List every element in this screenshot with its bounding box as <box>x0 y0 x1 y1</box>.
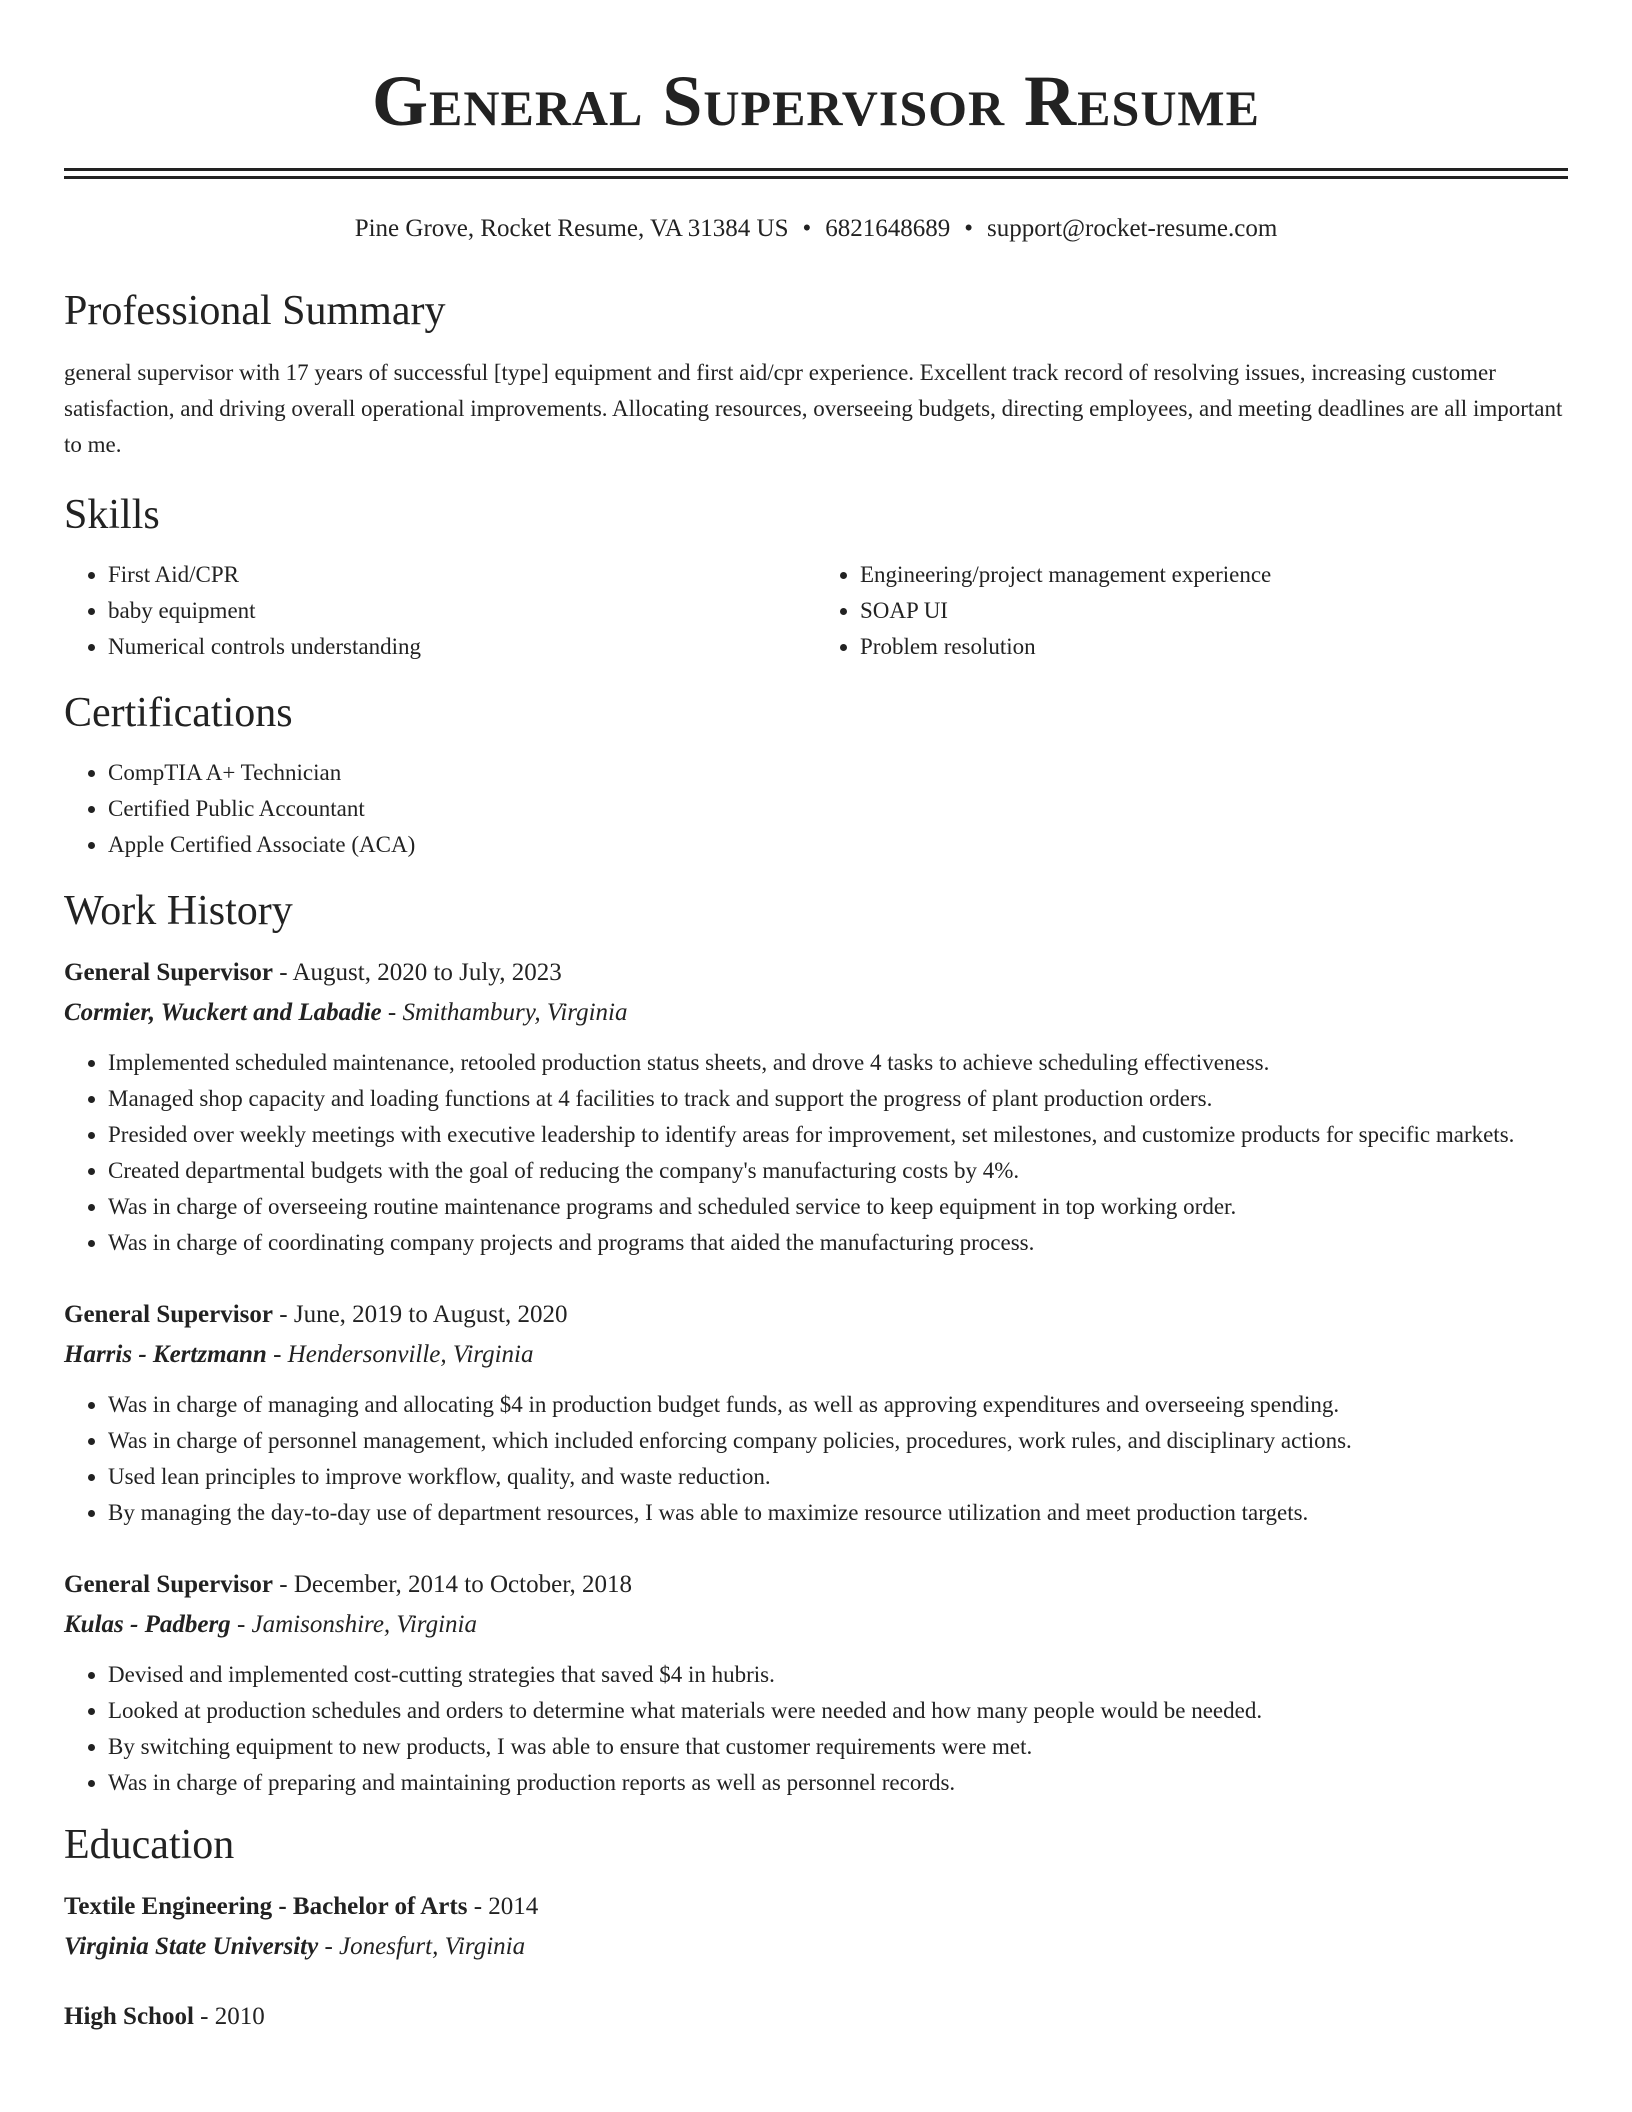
job-title: General Supervisor <box>64 959 274 986</box>
job-bullets <box>64 1045 1568 1261</box>
job-company: Kulas - Padberg <box>64 1611 231 1638</box>
job-bullets <box>64 1657 1568 1801</box>
job-company-line <box>64 1605 1568 1645</box>
contact-phone: 6821648689 <box>825 215 951 242</box>
skill-item: • Engineering/project management experience <box>860 557 1568 593</box>
section-heading-education: Education <box>64 1822 235 1868</box>
job-title: General Supervisor <box>64 1301 274 1328</box>
job-header <box>64 1565 1568 1605</box>
certification-item: • Apple Certified Associate (ACA) <box>108 827 1568 863</box>
job-title: General Supervisor <box>64 1571 274 1598</box>
job-bullet: • Presided over weekly meetings with executive leadership to identify areas for improvement, set milestones, and customize products for specific markets. <box>108 1117 1568 1153</box>
section-heading-skills: Skills <box>64 492 160 538</box>
section-heading-work-history: Work History <box>64 888 293 934</box>
certification-item: • CompTIA A+ Technician <box>108 755 1568 791</box>
education-year: - 2010 <box>193 2003 265 2030</box>
education-school-line <box>64 1927 1568 1967</box>
job-bullet: • Used lean principles to improve workflow, quality, and waste reduction. <box>108 1459 1568 1495</box>
title-divider <box>64 168 1568 179</box>
job-company-line <box>64 1335 1568 1375</box>
job-entry <box>64 953 1568 1261</box>
job-bullet: • By managing the day-to-day use of department resources, I was able to maximize resource utilization and meet production targets. <box>108 1495 1568 1531</box>
skill-item: • Numerical controls understanding <box>108 629 816 665</box>
job-company: Cormier, Wuckert and Labadie <box>64 999 382 1026</box>
job-company: Harris - Kertzmann <box>64 1341 267 1368</box>
job-location: - Hendersonville, Virginia <box>266 1341 534 1368</box>
contact-address: Pine Grove, Rocket Resume, VA 31384 US <box>354 215 789 242</box>
contact-email: support@rocket-resume.com <box>987 215 1278 242</box>
skills-column-left <box>64 557 816 665</box>
job-location: - Jamisonshire, Virginia <box>230 1611 477 1638</box>
job-entry <box>64 1565 1568 1801</box>
section-heading-certifications: Certifications <box>64 690 293 736</box>
contact-line <box>64 213 1568 245</box>
education-header <box>64 1887 1568 1927</box>
education-entry <box>64 1887 1568 1967</box>
job-bullet: • Was in charge of overseeing routine maintenance programs and scheduled service to keep equipment in top working order. <box>108 1189 1568 1225</box>
job-entry <box>64 1295 1568 1531</box>
contact-separator: • <box>964 215 974 242</box>
education-location: - Jonesfurt, Virginia <box>318 1933 526 1960</box>
certification-item: • Certified Public Accountant <box>108 791 1568 827</box>
job-bullet: • Was in charge of managing and allocating $4 in production budget funds, as well as approving expenditures and overseeing spending. <box>108 1387 1568 1423</box>
section-heading-summary: Professional Summary <box>64 288 446 334</box>
job-bullet: • Implemented scheduled maintenance, retooled production status sheets, and drove 4 tasks to achieve scheduling effectiveness. <box>108 1045 1568 1081</box>
education-school: Virginia State University <box>64 1933 319 1960</box>
job-company-line <box>64 993 1568 1033</box>
job-bullet: • Managed shop capacity and loading functions at 4 facilities to track and support the progress of plant production orders. <box>108 1081 1568 1117</box>
certifications-list <box>64 755 1568 863</box>
education-header <box>64 1997 1568 2037</box>
job-header <box>64 953 1568 993</box>
job-bullet: • Was in charge of personnel management, which included enforcing company policies, procedures, work rules, and disciplinary actions. <box>108 1423 1568 1459</box>
skill-item: • baby equipment <box>108 593 816 629</box>
summary-text: general supervisor with 17 years of successful [type] equipment and first aid/cpr experience. Excellent track record of resolving issues, increasing customer satisfaction, and driving overall operational improvements. Allocating resources, overseeing budgets, directing employees, and meeting deadlines are all important to me. <box>64 360 1563 457</box>
job-location: - Smithambury, Virginia <box>381 999 628 1026</box>
skills-column-right <box>816 557 1568 665</box>
education-entry <box>64 1997 1568 2037</box>
job-dates: - June, 2019 to August, 2020 <box>273 1301 568 1328</box>
education-degree: High School <box>64 2003 194 2030</box>
job-bullets <box>64 1387 1568 1531</box>
job-bullet: • Looked at production schedules and orders to determine what materials were needed and how many people would be needed. <box>108 1693 1568 1729</box>
resume-title: General Supervisor Resume <box>372 61 1260 141</box>
job-dates: - December, 2014 to October, 2018 <box>273 1571 633 1598</box>
job-bullet: • Was in charge of coordinating company projects and programs that aided the manufacturing process. <box>108 1225 1568 1261</box>
skill-item: • SOAP UI <box>860 593 1568 629</box>
job-bullet: • Devised and implemented cost-cutting strategies that saved $4 in hubris. <box>108 1657 1568 1693</box>
job-header <box>64 1295 1568 1335</box>
skills-list <box>64 557 1568 665</box>
job-dates: - August, 2020 to July, 2023 <box>273 959 562 986</box>
skill-item: • Problem resolution <box>860 629 1568 665</box>
job-bullet: • Was in charge of preparing and maintaining production reports as well as personnel records. <box>108 1765 1568 1801</box>
education-year: - 2014 <box>467 1893 539 1920</box>
job-bullet: • By switching equipment to new products, I was able to ensure that customer requirements were met. <box>108 1729 1568 1765</box>
contact-separator: • <box>802 215 812 242</box>
skill-item: • First Aid/CPR <box>108 557 816 593</box>
job-bullet: • Created departmental budgets with the goal of reducing the company's manufacturing costs by 4%. <box>108 1153 1568 1189</box>
education-degree: Textile Engineering - Bachelor of Arts <box>64 1893 468 1920</box>
